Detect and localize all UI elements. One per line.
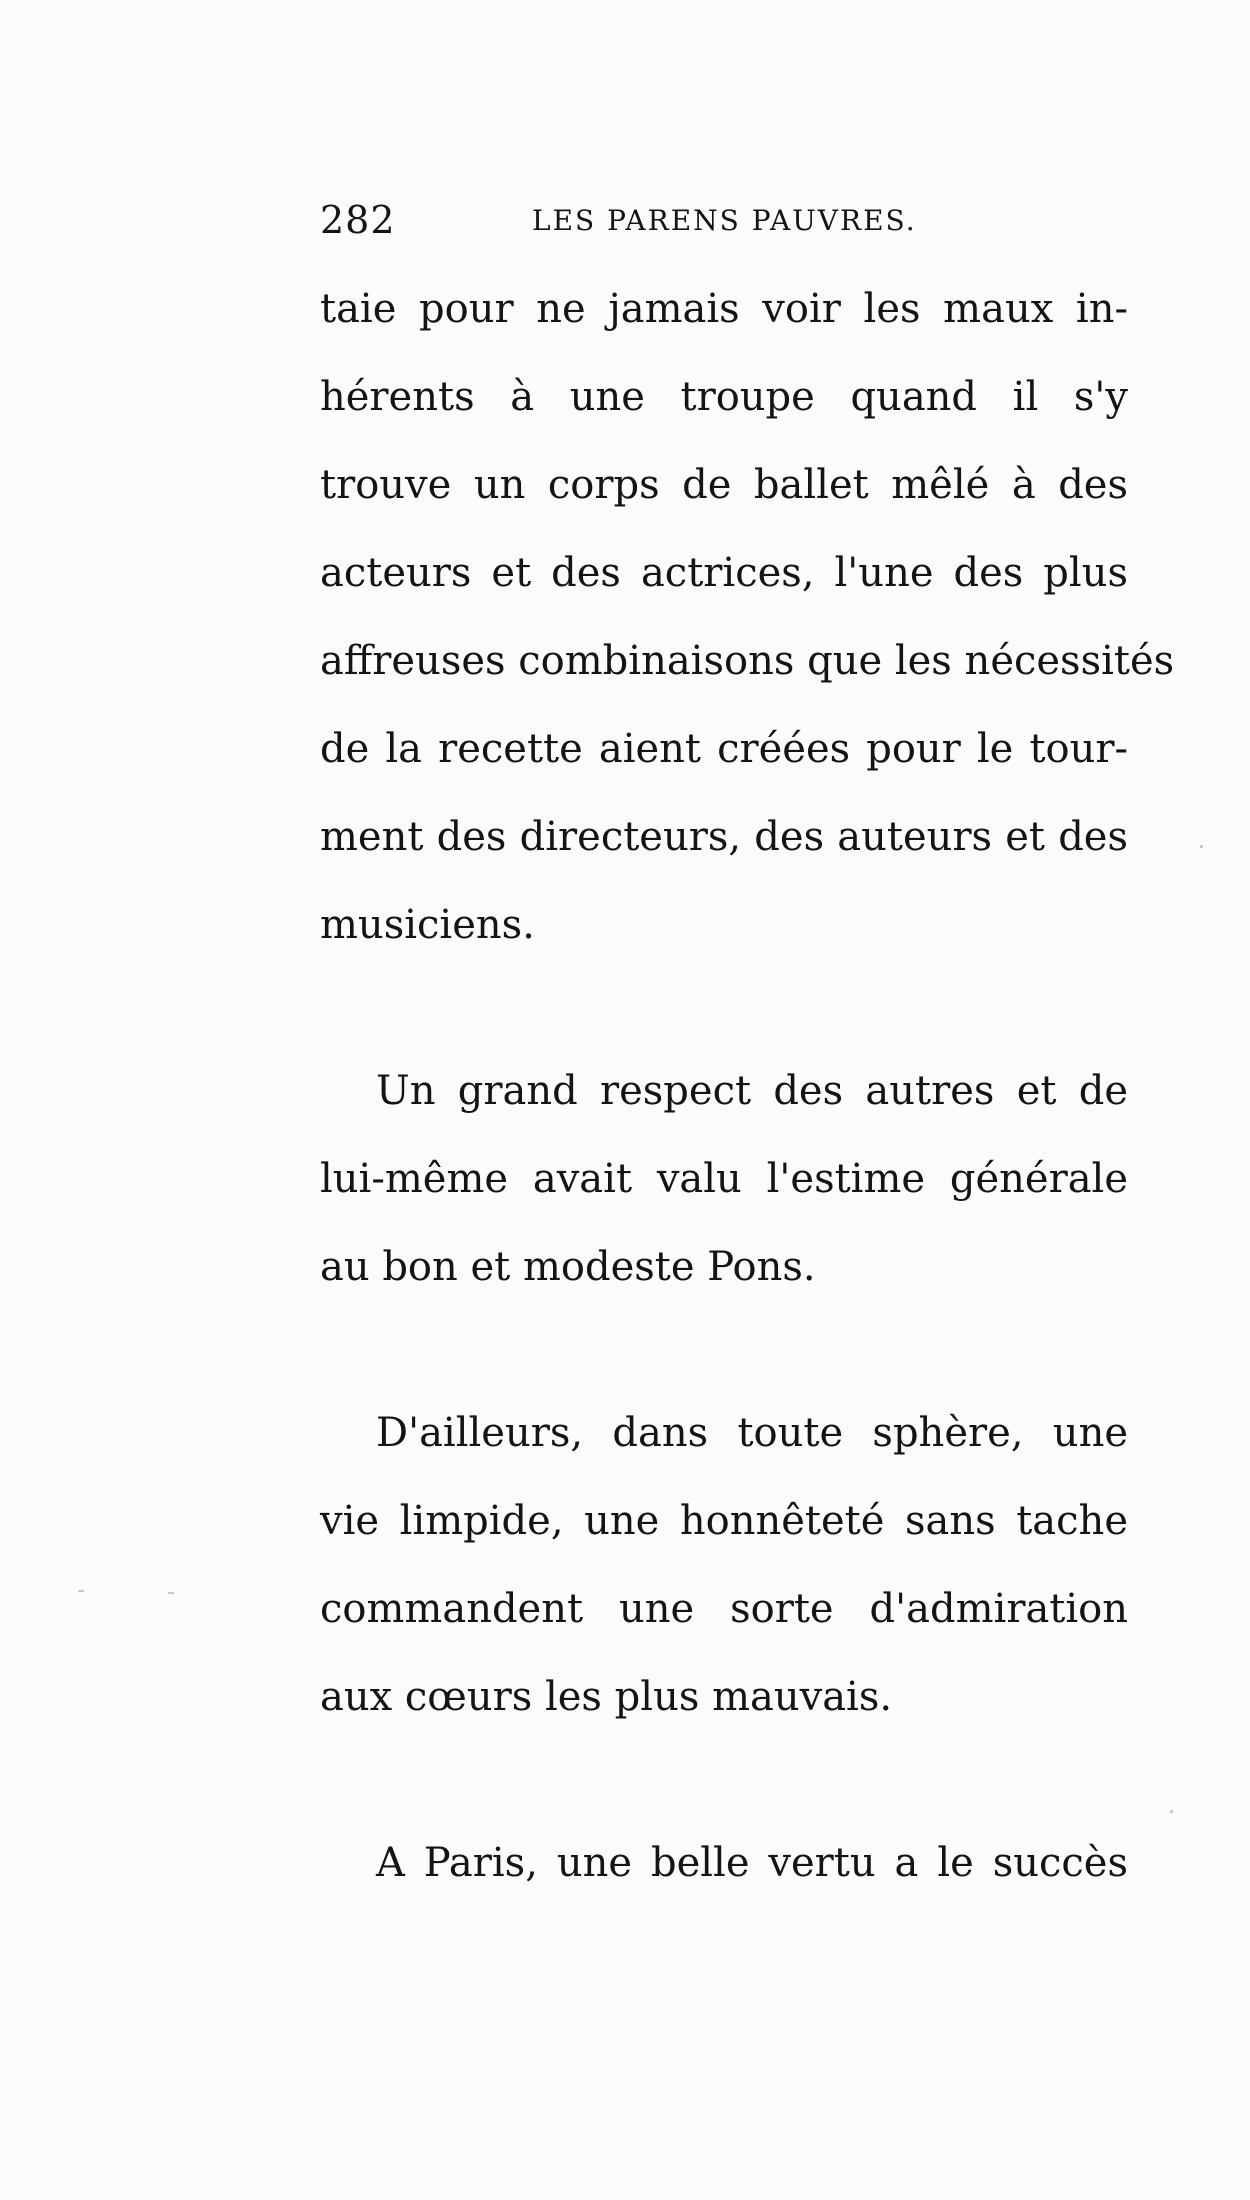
text-line: Un grand respect des autres et de <box>376 1068 1128 1114</box>
body-text <box>320 265 1175 1907</box>
paper-speck <box>168 1592 174 1594</box>
text-line: trouve un corps de ballet mêlé à des <box>320 462 1128 508</box>
paragraph-gap <box>320 969 1128 1047</box>
text-line: musiciens. <box>320 902 535 948</box>
text-line: de la recette aient créées pour le tour- <box>320 726 1128 772</box>
text-line: A Paris, une belle vertu a le succès <box>376 1840 1128 1886</box>
text-line: hérents à une troupe quand il s'y <box>320 374 1128 420</box>
page-number: 282 <box>320 198 396 242</box>
text-line: affreuses combinaisons que les nécessités <box>320 638 1175 684</box>
text-line: acteurs et des actrices, l'une des plus <box>320 550 1128 596</box>
text-line: D'ailleurs, dans toute sphère, une <box>376 1410 1128 1456</box>
text-line: vie limpide, une honnêteté sans tache <box>320 1498 1128 1544</box>
running-title: LES PARENS PAUVRES. <box>532 204 917 237</box>
paragraph-gap <box>320 1741 1128 1819</box>
text-line: au bon et modeste Pons. <box>320 1244 816 1290</box>
text-line: ment des directeurs, des auteurs et des <box>320 814 1128 860</box>
text-line: taie pour ne jamais voir les maux in- <box>320 286 1128 332</box>
text-line: commandent une sorte d'admiration <box>320 1586 1128 1632</box>
paper-speck <box>1200 845 1203 848</box>
text-line: aux cœurs les plus mauvais. <box>320 1674 893 1720</box>
paper-speck <box>78 1590 84 1592</box>
page-header <box>320 198 1140 248</box>
paper-speck <box>1170 1810 1173 1813</box>
paragraph-gap <box>320 1311 1128 1389</box>
text-line: lui-même avait valu l'estime générale <box>320 1156 1128 1202</box>
